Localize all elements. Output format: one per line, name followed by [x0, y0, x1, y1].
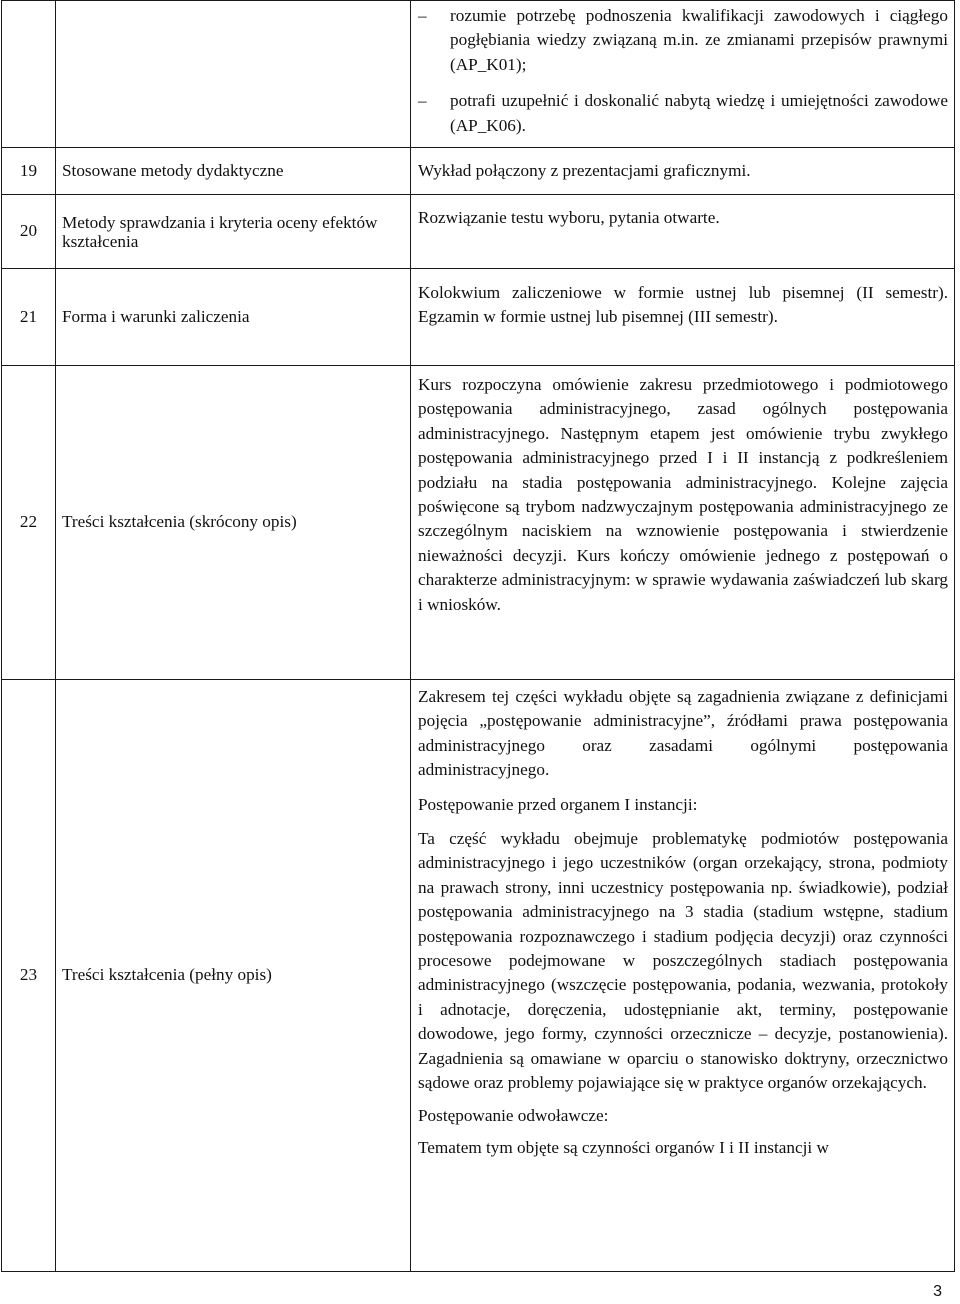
row-label: Forma i warunki zaliczenia — [56, 269, 411, 366]
page-number: 3 — [933, 1283, 942, 1300]
row-content — [411, 1, 955, 148]
list-item: – rozumie potrzebę podnoszenia kwalifikacji zawodowych i ciągłego pogłębiania wiedzy związaną m.in. ze zmianami przepisów prawnymi (AP_K01); — [418, 6, 948, 74]
row-content: Wykład połączony z prezentacjami graficznymi. — [411, 148, 955, 195]
table-row — [2, 195, 955, 269]
table-row — [2, 148, 955, 195]
section-heading: Postępowanie odwoławcze: — [418, 1105, 609, 1125]
row-number: 19 — [2, 148, 56, 195]
row-number: 22 — [2, 366, 56, 680]
table-row — [2, 269, 955, 366]
dash-bullet: – — [418, 91, 427, 111]
table-row — [2, 680, 955, 1272]
row-label: Treści kształcenia (pełny opis) — [56, 680, 411, 1272]
row-content: Kurs rozpoczyna omówienie zakresu przedmiotowego i podmiotowego postępowania administracyjnego, zasad ogólnych postępowania administracyjnego. Następnym etapem jest omówienie trybu zwykłego postępowania administracyjnego przed I i II instancją z podkreśleniem podziału na stadia postępowania administracyjnego. Kolejne zajęcia poświęcone są trybom nadzwyczajnym postępowania administracyjnego ze szczególnym naciskiem na wznowienie postępowania i stwierdzenie nieważności decyzji. Kurs kończy omówienie jednego z postępowań o charakterze administracyjnym: w sprawie wydawania zaświadczeń lub skarg i wniosków. — [411, 366, 955, 680]
paragraph: Tematem tym objęte są czynności organów I i II instancji w — [418, 1137, 829, 1157]
dash-bullet: – — [418, 6, 427, 25]
row-content — [411, 680, 955, 1272]
row-label: Treści kształcenia (skrócony opis) — [56, 366, 411, 680]
row-label: Metody sprawdzania i kryteria oceny efektów kształcenia — [56, 195, 411, 269]
row-content: Rozwiązanie testu wyboru, pytania otwarte. — [411, 195, 955, 269]
section-heading: Postępowanie przed organem I instancji: — [418, 794, 698, 814]
row-number: 20 — [2, 195, 56, 269]
row-content: Kolokwium zaliczeniowe w formie ustnej lub pisemnej (II semestr). Egzamin w formie ustnej lub pisemnej (III semestr). — [411, 269, 955, 366]
paragraph: Ta część wykładu obejmuje problematykę podmiotów postępowania administracyjnego i jego uczestników (organ orzekający, strona, podmioty na prawach strony, inni uczestnicy postępowania np. świadkowie), podział postępowania administracyjnego na 3 stadia (stadium wstępne, stadium postępowania rozpoznawczego i stadium podjęcia decyzji) oraz czynności procesowe podejmowane w poszczególnych stadiach postępowania administracyjnego (wszczęcie postępowania, podania, wezwania, protokoły i adnotacje, doręczenia, udostępnianie akt, terminy, postępowanie dowodowe, jego formy, czynności orzecznicze – decyzje, postanowienia). Zagadnienia są omawiane w oparciu o stanowisko doktryny, orzecznictwo sądowe oraz problemy pojawiające się w praktyce organów orzekających. — [418, 829, 948, 1093]
row-number — [2, 1, 56, 148]
row-number: 21 — [2, 269, 56, 366]
row-label — [56, 1, 411, 148]
list-item: – potrafi uzupełnić i doskonalić nabytą wiedzę i umiejętności zawodowe (AP_K06). — [418, 91, 948, 135]
row-number: 23 — [2, 680, 56, 1272]
competence-list — [418, 4, 948, 138]
table-row — [2, 366, 955, 680]
row-label: Stosowane metody dydaktyczne — [56, 148, 411, 195]
table-row — [2, 1, 955, 148]
paragraph: Zakresem tej części wykładu objęte są zagadnienia związane z definicjami pojęcia „postępowanie administracyjne”, źródłami prawa postępowania administracyjnego oraz zasadami ogólnymi postępowania administracyjnego. — [418, 687, 948, 780]
syllabus-table — [1, 0, 955, 1272]
